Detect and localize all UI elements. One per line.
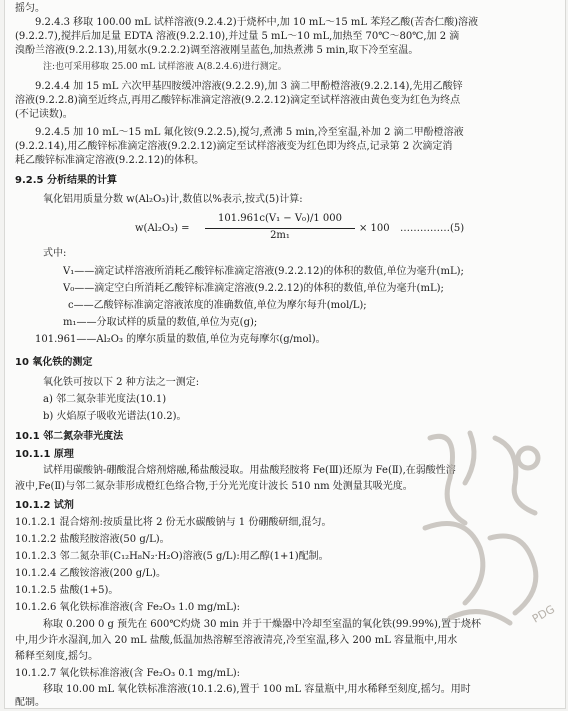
seal-watermark bbox=[410, 418, 560, 643]
text-line: 9.2.4.4 加 15 mL 六次甲基四胺缓冲溶液(9.2.2.9),加 3 滴二甲酚橙溶液(9.2.2.14),先用乙酸锌 bbox=[35, 81, 463, 92]
formula-numerator: 101.961c(V₁ − V₀)/1 000 bbox=[218, 213, 342, 224]
text-line: 式中: bbox=[43, 248, 67, 259]
text-line: 摇匀。 bbox=[15, 3, 45, 14]
text-line: 试样用碳酸钠-硼酸混合熔剂熔融,稀盐酸浸取。用盐酸羟胺将 Fe(Ⅲ)还原为 Fe(Ⅱ),在弱酸性溶 bbox=[43, 465, 456, 476]
text-line: 中,用少许水湿润,加入 20 mL 盐酸,低温加热溶解至溶液清亮,冷至室温,移入 200 mL 容量瓶中,用水 bbox=[15, 635, 458, 646]
stamp-text: PDG bbox=[530, 602, 557, 626]
formula bbox=[135, 213, 435, 243]
definition-line: V₁——滴定试样溶液所消耗乙酸锌标准滴定溶液(9.2.2.12)的体积的数值,单位为毫升(mL); bbox=[63, 266, 464, 277]
subsection-heading: 10.1.1 原理 bbox=[15, 449, 74, 460]
reagent-line: 10.1.2.3 邻二氮杂菲(C₁₂H₈N₂·H₂O)溶液(5 g/L):用乙醇(1+1)配制。 bbox=[15, 551, 329, 562]
text-line: 溶液(9.2.2.8)滴至近终点,再用乙酸锌标准滴定溶液(9.2.2.12)滴定至试样溶液由黄色变为红色为终点 bbox=[15, 95, 461, 106]
text-line: 9.2.4.3 移取 100.00 mL 试样溶液(9.2.4.2)于烧杯中,加 10 mL～15 mL 苯羟乙酸(苦杏仁酸)溶液 bbox=[35, 17, 478, 28]
fraction-bar bbox=[205, 228, 355, 229]
definition-line: c——乙酸锌标准滴定溶液浓度的准确数值,单位为摩尔每升(mol/L); bbox=[68, 300, 367, 311]
text-line: 9.2.4.5 加 10 mL～15 mL 氟化铵(9.2.2.5),搅匀,煮沸 5 min,冷至室温,补加 2 滴二甲酚橙溶液 bbox=[35, 127, 464, 138]
text-line: 液中,Fe(Ⅱ)与邻二氮杂菲形成橙红色络合物,于分光光度计波长 510 nm 处测量其吸光度。 bbox=[15, 481, 413, 492]
text-line: 称取 0.200 0 g 预先在 600℃灼烧 30 min 并于干燥器中冷却至室温的氧化铁(99.99%),置于烧杯 bbox=[43, 619, 482, 630]
section-heading: 10.1 邻二氮杂菲光度法 bbox=[15, 431, 124, 442]
list-item: a) 邻二氮杂菲光度法(10.1) bbox=[43, 394, 167, 405]
list-item: b) 火焰原子吸收光谱法(10.2)。 bbox=[43, 411, 187, 422]
equation-number: ……………(5) bbox=[400, 223, 465, 234]
text-line: 氧化铝用质量分数 w(Al₂O₃)计,数值以%表示,按式(5)计算: bbox=[43, 194, 303, 205]
definition-line: V₀——滴定空白所消耗乙酸锌标准滴定溶液(9.2.2.12)的体积的数值,单位为毫升(mL); bbox=[63, 283, 444, 294]
text-line: 稀释至刻度,摇匀。 bbox=[15, 651, 99, 662]
text-line: 耗乙酸锌标准滴定溶液(9.2.2.12)的体积。 bbox=[15, 155, 205, 166]
text-line: (不记读数)。 bbox=[15, 109, 73, 120]
reagent-line: 10.1.2.1 混合熔剂:按质量比将 2 份无水碳酸钠与 1 份硼酸研细,混匀。 bbox=[15, 517, 332, 528]
text-line: 溴酚兰溶液(9.2.2.13),用氨水(9.2.2.2)调至溶液刚呈蓝色,加热煮沸 5 min,取下冷至室温。 bbox=[15, 45, 419, 56]
definition-line: 101.961——Al₂O₃ 的摩尔质量的数值,单位为克每摩尔(g/mol)。 bbox=[35, 334, 326, 345]
formula-rhs: × 100 bbox=[359, 223, 390, 234]
reagent-line: 10.1.2.2 盐酸羟胺溶液(50 g/L)。 bbox=[15, 534, 170, 545]
text-line: (9.2.2.7),搅拌后加足量 EDTA 溶液(9.2.2.10),并过量 5 mL～10 mL,加热至 70℃～80℃,加 2 滴 bbox=[15, 31, 460, 42]
reagent-line: 10.1.2.6 氧化铁标准溶液(含 Fe₂O₃ 1.0 mg/mL): bbox=[15, 602, 241, 613]
text-line: 氧化铁可按以下 2 种方法之一测定: bbox=[43, 377, 200, 388]
section-heading: 9.2.5 分析结果的计算 bbox=[15, 175, 117, 186]
text-line: 移取 10.00 mL 氧化铁标准溶液(10.1.2.6),置于 100 mL 容量瓶中,用水稀释至刻度,摇匀。用时 bbox=[43, 684, 471, 695]
reagent-line: 10.1.2.7 氧化铁标准溶液(含 Fe₂O₃ 0.1 mg/mL): bbox=[15, 668, 241, 679]
subsection-heading: 10.1.2 试剂 bbox=[15, 500, 74, 511]
definition-line: m₁——分取试样的质量的数值,单位为克(g); bbox=[63, 317, 258, 328]
text-line: (9.2.2.14),用乙酸锌标准滴定溶液(9.2.2.12)滴定至试样溶液变为红色即为终点,记录第 2 次滴定消 bbox=[15, 141, 453, 152]
note-line: 注:也可采用移取 25.00 mL 试样溶液 A(8.2.4.6)进行测定。 bbox=[43, 62, 287, 72]
text-line: 配制。 bbox=[15, 697, 45, 708]
reagent-line: 10.1.2.5 盐酸(1+5)。 bbox=[15, 585, 119, 596]
chapter-heading: 10 氧化铁的测定 bbox=[15, 357, 93, 368]
reagent-line: 10.1.2.4 乙酸铵溶液(200 g/L)。 bbox=[15, 568, 167, 579]
formula-lhs: w(Al₂O₃) = bbox=[135, 223, 190, 234]
document-page bbox=[4, 0, 566, 709]
formula-denominator: 2m₁ bbox=[270, 230, 290, 241]
